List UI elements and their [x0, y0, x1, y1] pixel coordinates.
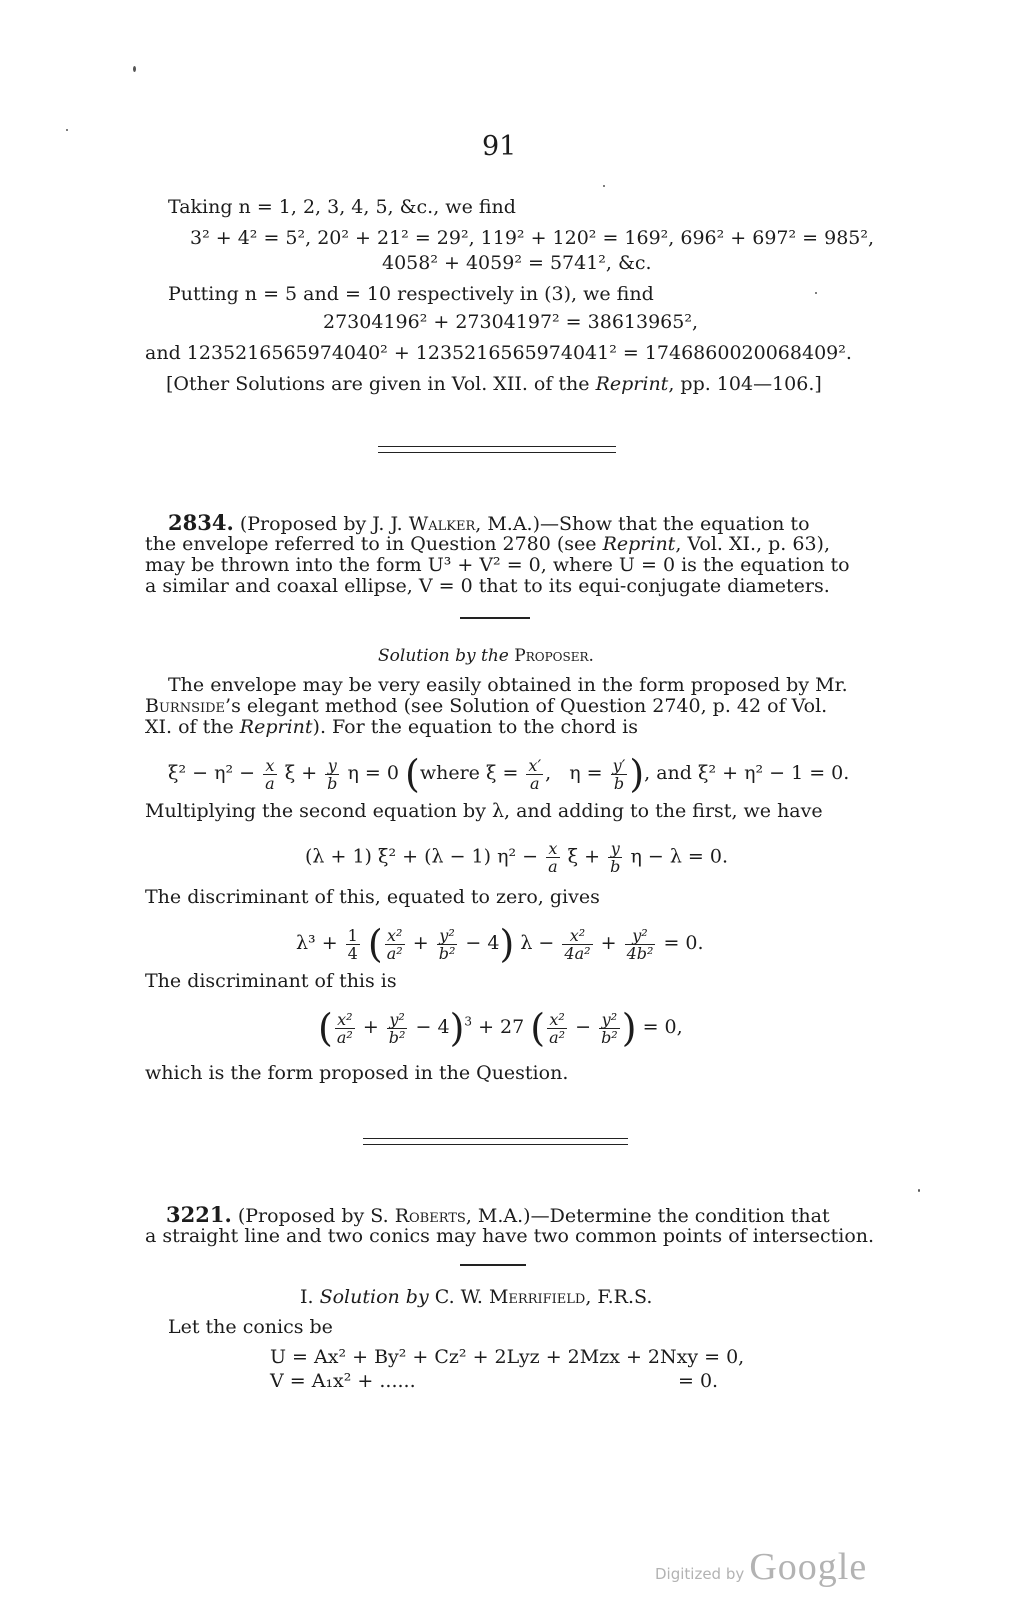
scan-speck — [133, 66, 136, 72]
double-rule-bottom — [363, 1144, 628, 1145]
fraction: $\frac{1}{4}$ — [347, 925, 358, 963]
double-rule-top — [378, 446, 616, 447]
equation-line: U = Ax² + By² + Cz² + 2Lyz + 2Mzx + 2Nxy = 0, — [270, 1346, 745, 1368]
fraction: $\frac{y}{b}$ — [610, 839, 621, 876]
question-number: 2834. — [168, 510, 234, 535]
text-line: The discriminant of this is — [145, 970, 397, 992]
fraction: $\frac{y}{b}$ — [327, 755, 338, 793]
short-rule — [460, 617, 530, 619]
fraction: $\frac{\text{y²}}{\text{4b²}}$ — [626, 925, 654, 963]
text-line: a straight line and two conics may have two common points of intersection. — [145, 1225, 875, 1247]
text-line: The discriminant of this, equated to zero, gives — [145, 886, 600, 908]
fraction: $\frac{\text{x²}}{\text{a²}}$ — [336, 1009, 353, 1047]
text-line: which is the form proposed in the Question. — [145, 1062, 569, 1084]
google-watermark: Digitized by Google — [655, 1546, 868, 1588]
text-line: Let the conics be — [168, 1316, 333, 1338]
equation-combined: (λ + 1) ξ² + (λ − 1) η² − $\frac{x}{a}$ ξ + $\frac{y}{b}$ η − λ = 0. — [305, 839, 729, 876]
equation-line: 4058² + 4059² = 5741², &c. — [382, 252, 652, 274]
text-line: a similar and coaxal ellipse, V = 0 that to its equi-conjugate diameters. — [145, 575, 830, 597]
equation-discriminant: ( $\frac{\text{x²}}{\text{a²}}$ + $\frac{\text{y²}}{\text{b²}}$ − 4)$^3$ + 27 ( $\frac{\text{x²}}{\text{a²}}$ − $\frac{\text{y²}}{\text{b²}}$ ) = 0, — [318, 1006, 683, 1050]
solution-heading: Solution by the Proposer. — [378, 646, 594, 666]
google-logo: Google — [749, 1546, 868, 1588]
text-line: the envelope referred to in Question 2780 (see Reprint, Vol. XI., p. 63), — [145, 533, 830, 555]
scan-speck — [918, 1189, 920, 1192]
fraction: $\frac{\text{y²}}{\text{b²}}$ — [438, 925, 456, 963]
equation-line: V = A₁x² + ...... — [270, 1370, 416, 1392]
text-line: Taking n = 1, 2, 3, 4, 5, &c., we find — [168, 196, 516, 218]
text-line: XI. of the Reprint). For the equation to the chord is — [145, 716, 638, 738]
fraction: $\frac{\text{y²}}{\text{b²}}$ — [388, 1009, 406, 1047]
reference-note: [Other Solutions are given in Vol. XII. of the Reprint, pp. 104—106.] — [166, 373, 822, 395]
fraction: $\frac{\text{y²}}{\text{b²}}$ — [601, 1009, 618, 1047]
proposer-name: Walker — [408, 513, 476, 535]
fraction: $\frac{x}{a}$ — [548, 839, 558, 876]
equation-cubic: λ³ + $\frac{1}{4}$ ( $\frac{\text{x²}}{\text{a²}}$ + $\frac{\text{y²}}{\text{b²}}$ − 4) λ − $\frac{\text{x²}}{\text{4a²}}$ + $\frac{\text{y²}}{\text{4b²}}$ = 0. — [296, 922, 704, 966]
fraction: $\frac{x}{a}$ — [265, 755, 275, 793]
fraction: $\frac{\text{x²}}{\text{4a²}}$ — [564, 925, 591, 963]
double-rule-top — [363, 1138, 628, 1139]
text-line: Putting n = 5 and = 10 respectively in (3), we find — [168, 283, 654, 305]
scan-speck — [603, 185, 605, 187]
question-2834-line1: 2834. (Proposed by J. J. Walker, M.A.)—Show that the equation to — [168, 510, 810, 535]
page-number: 91 — [482, 131, 517, 162]
equation-line: 3² + 4² = 5², 20² + 21² = 29², 119² + 120² = 169², 696² + 697² = 985², — [190, 227, 875, 249]
equation-line: and 1235216565974040² + 1235216565974041² = 1746860020068409². — [145, 342, 852, 364]
short-rule — [460, 1264, 526, 1266]
fraction: $\frac{y'}{b}$ — [612, 755, 626, 793]
double-rule-bottom — [378, 452, 616, 453]
text-line: The envelope may be very easily obtained in the form proposed by Mr. — [168, 674, 848, 696]
fraction: $\frac{x'}{a}$ — [528, 755, 542, 793]
proposer-name: Roberts — [394, 1205, 466, 1227]
scan-speck — [815, 292, 817, 294]
question-number: 3221. — [166, 1202, 232, 1227]
equation-line: = 0. — [678, 1370, 719, 1392]
text-line: may be thrown into the form U³ + V² = 0, where U = 0 is the equation to — [145, 554, 850, 576]
equation-line: 27304196² + 27304197² = 38613965², — [323, 311, 699, 333]
question-3221-line1: 3221. (Proposed by S. Roberts, M.A.)—Determine the condition that — [166, 1202, 830, 1227]
fraction: $\frac{\text{x²}}{\text{a²}}$ — [549, 1009, 566, 1047]
text-line: Burnside’s elegant method (see Solution of Question 2740, p. 42 of Vol. — [145, 695, 828, 717]
fraction: $\frac{\text{x²}}{\text{a²}}$ — [386, 925, 403, 963]
equation-chord: ξ² − η² − $\frac{x}{a}$ ξ + $\frac{y}{b}$ η = 0 (where ξ = $\frac{x'}{a}$ , η = $\frac{y'}{b}$ ), and ξ² + η² − 1 = 0. — [168, 752, 850, 796]
text-line: Multiplying the second equation by λ, and adding to the first, we have — [145, 800, 823, 822]
solution-heading: I. Solution by C. W. Merrifield, F.R.S. — [300, 1286, 653, 1308]
scan-speck — [66, 129, 68, 131]
